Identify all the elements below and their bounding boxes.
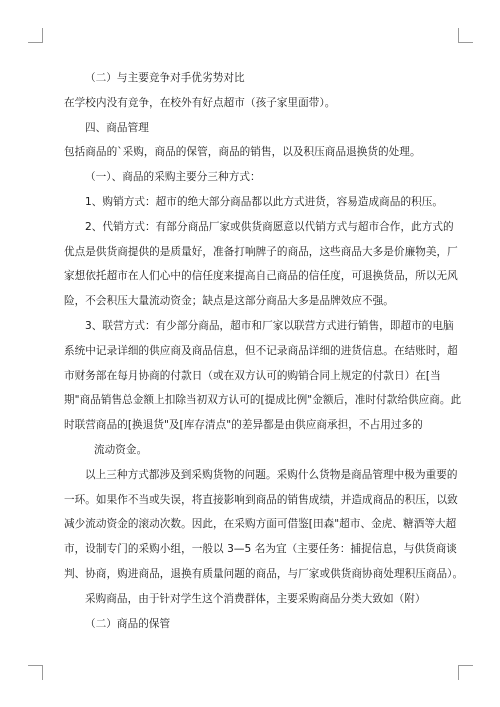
crop-mark-bottom-right [458, 665, 473, 680]
section-heading-competitor-comparison: （二）与主要竞争对手优劣势对比 [85, 72, 245, 84]
paragraph-line: 在学校内没有竞争，在校外有好点超市（孩子家里面带）。 [64, 96, 336, 109]
paragraph-line: 以上三种方式都涉及到采购货物的问题。采购什么货物是商品管理中极为重要的 [85, 468, 458, 481]
paragraph-line: 期"商品销售总金额上扣除当初双方认可的[提成比例"金额后，准时付款给供应商。此 [64, 394, 462, 407]
paragraph-line: 一环。如果作不当或失误，将直接影响到商品的销售成绩，并造成商品的积压，以致 [64, 493, 458, 506]
paragraph-line: 优点是供货商提供的是质量好，准备打响牌子的商品，这些商品大多是价廉物美，厂 [64, 245, 458, 258]
paragraph-line: 时联营商品的[换退货"及[库存清点"的差异都是由供应商承担，不占用过多的 [64, 419, 423, 432]
paragraph-line: 1、购销方式：超市的绝大部分商品都以此方式进货，容易造成商品的积压。 [85, 195, 444, 208]
section-heading-goods-storage: （二）商品的保管 [85, 617, 171, 630]
crop-mark-top-right [458, 28, 473, 43]
paragraph-line: 市，设制专门的采购小组，一般以 3—5 名为宜（主要任务：捕捉信息，与供货商谈 [64, 543, 457, 556]
paragraph-line: 减少流动资金的滚动次数。因此，在采购方面可借鉴[田森"超市、金虎、糖酒等大超 [64, 518, 457, 531]
paragraph-line: 采购商品，由于针对学生这个消费群体，主要采购商品分类大致如（附） [85, 592, 426, 605]
paragraph-line: 市财务部在每月协商的付款日（或在双方认可的购销合同上规定的付款日）在[当 [64, 369, 441, 382]
paragraph-line: 流动资金。 [94, 443, 148, 456]
paragraph-line: 包括商品的`采购，商品的保管，商品的销售，以及积压商品退换货的处理。 [64, 146, 421, 159]
paragraph-line: 2、代销方式：有部分商品厂家或供货商愿意以代销方式与超市合作，此方式的 [85, 220, 454, 233]
crop-mark-bottom-left [28, 665, 43, 680]
paragraph-line: 险，不会积压大量流动资金；缺点是这部分商品大多是品牌效应不强。 [64, 295, 394, 308]
paragraph-line: 判、协商，购进商品，退换有质量问题的商品，与厂家或供货商协商处理积压商品）。 [64, 567, 464, 580]
document-body [64, 66, 464, 636]
section-heading-purchasing: （一）、商品的采购主要分三种方式： [85, 171, 261, 184]
section-heading-goods-management: 四、商品管理 [85, 121, 149, 134]
paragraph-line: 3、联营方式：有少部分商品，超市和厂家以联营方式进行销售，即超市的电脑 [85, 319, 454, 332]
crop-mark-top-left [28, 28, 43, 43]
paragraph-line: 系统中记录详细的供应商及商品信息，但不记录商品详细的进货信息。在结账时，超 [64, 344, 458, 357]
paragraph-line: 家想依托超市在人们心中的信任度来提高自己商品的信任度，可退换货品，所以无风 [64, 270, 458, 283]
